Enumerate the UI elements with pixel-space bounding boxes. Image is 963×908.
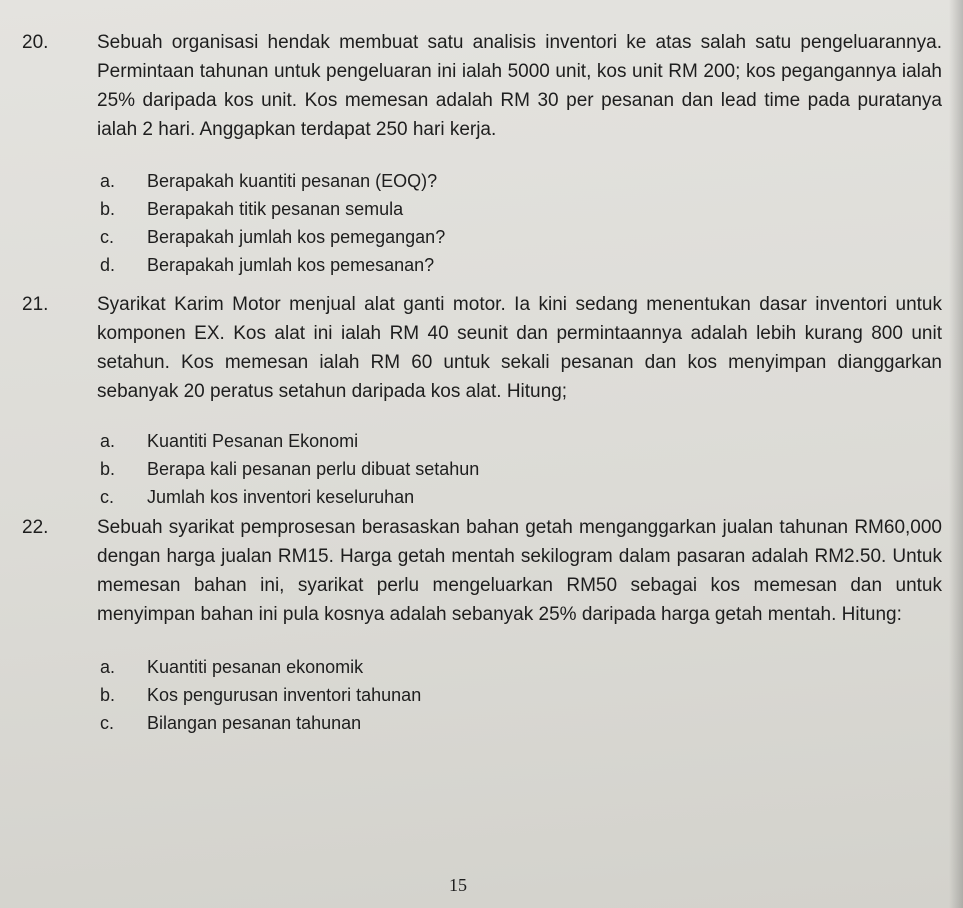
sub-question-letter: b. bbox=[100, 199, 116, 219]
sub-question-text: Berapakah jumlah kos pemesanan? bbox=[147, 255, 435, 275]
sub-question-letter: c. bbox=[100, 487, 115, 507]
sub-question-letter: c. bbox=[100, 227, 115, 247]
sub-question-list bbox=[100, 427, 942, 511]
sub-question-list bbox=[100, 653, 942, 737]
sub-question-text: Bilangan pesanan tahunan bbox=[147, 713, 362, 733]
question-number: 21. bbox=[22, 294, 49, 315]
sub-question-list bbox=[100, 167, 942, 279]
sub-question bbox=[100, 483, 942, 511]
question-text: Sebuah organisasi hendak membuat satu analisis inventori ke atas salah satu pengeluarannya. Permintaan tahunan untuk pengeluaran ini ialah 5000 unit, kos unit RM 200; kos pegangannya ialah 25% daripada kos unit. Kos memesan adalah RM 30 per pesanan dan lead time pada puratanya ialah 2 hari. Anggapkan terdapat 250 hari kerja. bbox=[97, 32, 942, 140]
sub-question-text: Kos pengurusan inventori tahunan bbox=[147, 685, 422, 705]
question-number: 20. bbox=[22, 32, 49, 53]
sub-question bbox=[100, 427, 942, 455]
sub-question bbox=[100, 681, 942, 709]
sub-question-text: Berapakah jumlah kos pemegangan? bbox=[147, 227, 446, 247]
sub-question-letter: a. bbox=[100, 171, 116, 191]
sub-question bbox=[100, 167, 942, 195]
page-number: 15 bbox=[449, 875, 467, 895]
sub-question-letter: a. bbox=[100, 431, 116, 451]
question-text: Syarikat Karim Motor menjual alat ganti motor. Ia kini sedang menentukan dasar inventori untuk komponen EX. Kos alat ini ialah RM 40 seunit dan permintaannya adalah lebih kurang 800 unit setahun. Kos memesan ialah RM 60 untuk sekali pesanan dan kos menyimpan dianggarkan sebanyak 20 peratus setahun daripada kos alat. Hitung; bbox=[97, 294, 942, 402]
sub-question-text: Jumlah kos inventori keseluruhan bbox=[147, 487, 415, 507]
question-number: 22. bbox=[22, 517, 49, 538]
sub-question bbox=[100, 251, 942, 279]
sub-question bbox=[100, 223, 942, 251]
question-21 bbox=[22, 290, 942, 527]
question-text: Sebuah syarikat pemprosesan berasaskan bahan getah menganggarkan jualan tahunan RM60,000 dengan harga jualan RM15. Harga getah mentah sekilogram dalam pasaran adalah RM2.50. Untuk memesan bahan ini, syarikat perlu mengeluarkan RM50 sebagai kos memesan dan untuk menyimpan bahan ini pula kosnya adalah sebanyak 25% daripada harga getah mentah. Hitung: bbox=[97, 517, 942, 625]
sub-question bbox=[100, 195, 942, 223]
question-22 bbox=[22, 513, 942, 753]
sub-question bbox=[100, 709, 942, 737]
question-20 bbox=[22, 28, 942, 295]
sub-question-letter: c. bbox=[100, 713, 115, 733]
page-edge-shadow bbox=[949, 0, 963, 908]
sub-question-text: Kuantiti pesanan ekonomik bbox=[147, 657, 364, 677]
sub-question bbox=[100, 455, 942, 483]
sub-question-letter: a. bbox=[100, 657, 116, 677]
sub-question-text: Berapakah titik pesanan semula bbox=[147, 199, 404, 219]
sub-question-letter: b. bbox=[100, 459, 116, 479]
sub-question-text: Berapakah kuantiti pesanan (EOQ)? bbox=[147, 171, 438, 191]
sub-question-letter: d. bbox=[100, 255, 116, 275]
sub-question bbox=[100, 653, 942, 681]
sub-question-text: Berapa kali pesanan perlu dibuat setahun bbox=[147, 459, 480, 479]
sub-question-text: Kuantiti Pesanan Ekonomi bbox=[147, 431, 359, 451]
sub-question-letter: b. bbox=[100, 685, 116, 705]
